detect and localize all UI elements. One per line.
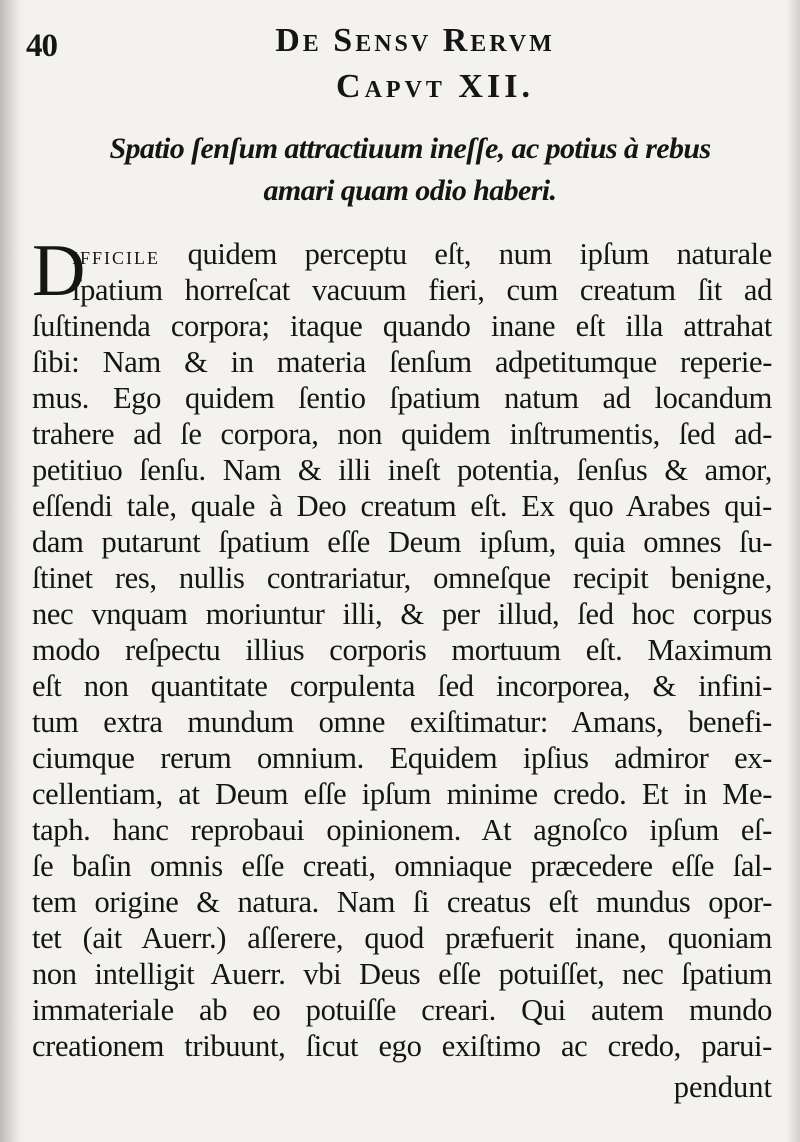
text-line: immateriale ab eo potuiſſe creari. Qui autem mundo (32, 993, 772, 1027)
lead-word: ifficile (72, 241, 160, 270)
chapter-subtitle (60, 128, 760, 212)
running-head: De Sensv Rervm (275, 22, 555, 59)
text-line: dam putarunt ſpatium eſſe Deum ipſum, quia omnes ſu- (32, 525, 772, 559)
body-text (32, 230, 772, 1064)
subtitle-line: Spatio ſenſum attractiuum ineſſe, ac potius à rebus (109, 132, 711, 165)
catchword: pendunt (673, 1070, 772, 1104)
page-gutter-shadow (0, 0, 22, 1142)
text-line: ciumque rerum omnium. Equidem ipſius admiror ex- (32, 741, 772, 775)
text-line: ſtinet res, nullis contrariatur, omneſque recipit benigne, (32, 561, 772, 595)
text-line: ſuſtinenda corpora; itaque quando inane eſt illa attrahat (32, 309, 772, 343)
text-line: mus. Ego quidem ſentio ſpatium natum ad locandum (32, 381, 772, 415)
text-line: creationem tribuunt, ſicut ego exiſtimo ac credo, parui- (32, 1029, 772, 1063)
subtitle-line: amari quam odio haberi. (263, 174, 557, 207)
text-line: trahere ad ſe corpora, non quidem inſtrumentis, ſed ad- (32, 417, 772, 451)
text-line: cellentiam, at Deum eſſe ipſum minime credo. Et in Me- (32, 777, 772, 811)
text-line (32, 236, 772, 272)
text-line: tum extra mundum omne exiſtimatur: Amans, benefi- (32, 705, 772, 739)
text-line: eſt non quantitate corpulenta ſed incorporea, & infini- (32, 669, 772, 703)
text-line: ſpatium horreſcat vacuum fieri, cum creatum ſit ad (72, 273, 772, 307)
page-edge-shadow (786, 0, 800, 1142)
text-line: ſibi: Nam & in materia ſenſum adpetitumque reperie- (32, 345, 772, 379)
text-line: eſſendi tale, quale à Deo creatum eſt. Ex quo Arabes qui- (32, 489, 772, 523)
text-line: tet (ait Auerr.) aſſerere, quod præfuerit inane, quoniam (32, 921, 772, 955)
page-number: 40 (26, 28, 57, 64)
text-line: petitiuo ſenſu. Nam & illi ineſt potentia, ſenſus & amor, (32, 453, 772, 487)
text-line: non intelligit Auerr. vbi Deus eſſe potuiſſet, nec ſpatium (32, 957, 772, 991)
chapter-heading: Capvt XII. (336, 68, 534, 105)
opening-paragraph (32, 230, 772, 312)
drop-cap-initial: D (32, 230, 86, 312)
text-line: nec vnquam moriuntur illi, & per illud, ſed hoc corpus (32, 597, 772, 631)
text-line: tem origine & natura. Nam ſi creatus eſt mundus opor- (32, 885, 772, 919)
text-line: modo reſpectu illius corporis mortuum eſt. Maximum (32, 633, 772, 667)
text-line-content: quidem perceptu eſt, num ipſum naturale (187, 237, 772, 271)
text-line: taph. hanc reprobaui opinionem. At agnoſco ipſum eſ- (32, 813, 772, 847)
text-line: ſe baſin omnis eſſe creati, omniaque præcedere eſſe ſal- (32, 849, 772, 883)
